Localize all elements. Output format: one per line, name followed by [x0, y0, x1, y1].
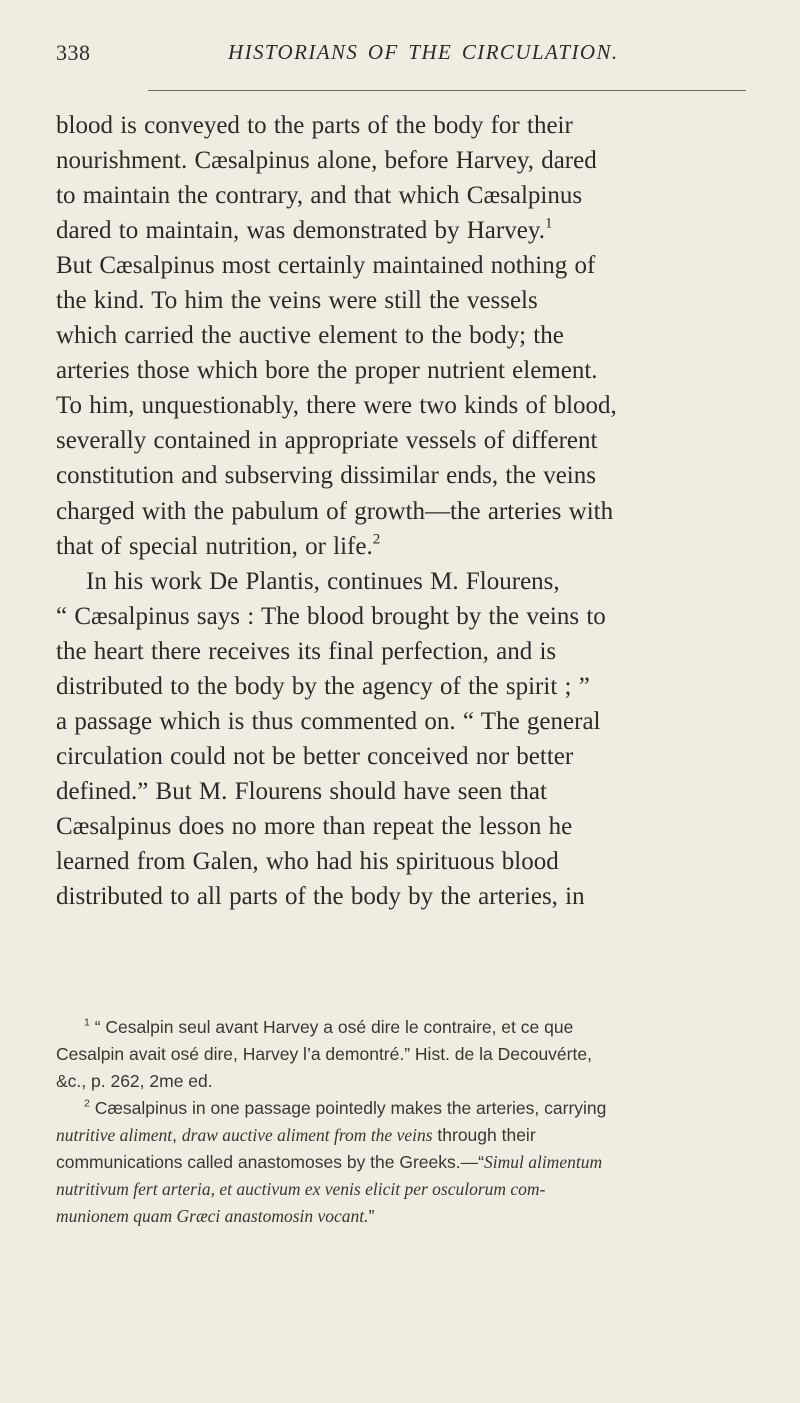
footnote-2-line: munionem quam Græci anastomosin vocant.”	[56, 1206, 375, 1226]
body-line: distributed to all parts of the body by the arteries, in	[56, 883, 585, 911]
page-number: 338	[56, 40, 91, 65]
footnote-2-line: $^2$ Cæsalpinus in one passage pointedly makes the arteries, carrying	[84, 1097, 607, 1118]
body-line: But Cæsalpinus most certainly maintained nothing of	[56, 252, 596, 280]
footnote-2-line: communications called anastomoses by the Greeks.—“Simul alimentum	[56, 1152, 603, 1172]
body-line: circulation could not be better conceived nor better	[56, 742, 574, 770]
running-title: HISTORIANS OF THE CIRCULATION.	[228, 40, 619, 64]
body-line: the kind. To him the veins were still the vessels	[56, 287, 538, 315]
body-line: charged with the pabulum of growth—the arteries with	[56, 497, 614, 525]
body-line: a passage which is thus commented on. “ The general	[56, 707, 601, 735]
body-line: nourishment. Cæsalpinus alone, before Harvey, dared	[56, 147, 597, 175]
footnote-marker: 2	[84, 1097, 90, 1110]
body-line: which carried the auctive element to the body; the	[56, 322, 564, 350]
body-text	[56, 108, 794, 914]
body-line: In his work De Plantis, continues M. Flourens,	[86, 567, 560, 595]
footnote-1-line: &c., p. 262, 2me ed.	[56, 1071, 213, 1091]
body-line: that of special nutrition, or life.$^2$	[56, 531, 381, 560]
footnote-1-line: Cesalpin avait osé dire, Harvey l’a demontré.” Hist. de la Decouvérte,	[56, 1044, 592, 1064]
body-line: learned from Galen, who had his spirituous blood	[56, 847, 559, 875]
body-line: To him, unquestionably, there were two kinds of blood,	[56, 392, 617, 420]
body-line: arteries those which bore the proper nutrient element.	[56, 357, 598, 385]
footnote-2-line: nutritivum fert arteria, et auctivum ex venis elicit per osculorum com-	[56, 1179, 546, 1199]
footnote-ref: 2	[372, 531, 381, 548]
footnote-marker: 1	[84, 1016, 90, 1029]
body-line: to maintain the contrary, and that which Cæsalpinus	[56, 182, 583, 210]
header-rule	[148, 90, 746, 91]
body-line: constitution and subserving dissimilar ends, the veins	[56, 462, 596, 490]
page-header	[56, 36, 746, 76]
body-line: Cæsalpinus does no more than repeat the lesson he	[56, 812, 573, 840]
body-line: the heart there receives its final perfection, and is	[56, 637, 557, 665]
body-line: blood is conveyed to the parts of the body for their	[56, 112, 573, 139]
body-line: defined.” But M. Flourens should have seen that	[56, 777, 547, 805]
body-line: distributed to the body by the agency of the spirit ; ”	[56, 672, 590, 700]
footnote-2-line: nutritive aliment, draw auctive aliment from the veins through their	[56, 1125, 536, 1145]
footnote-ref: 1	[544, 215, 553, 232]
body-line: dared to maintain, was demonstrated by Harvey.$^1$	[56, 215, 553, 245]
body-line: “ Cæsalpinus says : The blood brought by the veins to	[56, 602, 606, 630]
footnote-1-line: $^1$ “ Cesalpin seul avant Harvey a osé dire le contraire, et ce que	[84, 1016, 574, 1037]
body-line: severally contained in appropriate vessels of different	[56, 427, 598, 455]
footnotes	[56, 1014, 794, 1230]
